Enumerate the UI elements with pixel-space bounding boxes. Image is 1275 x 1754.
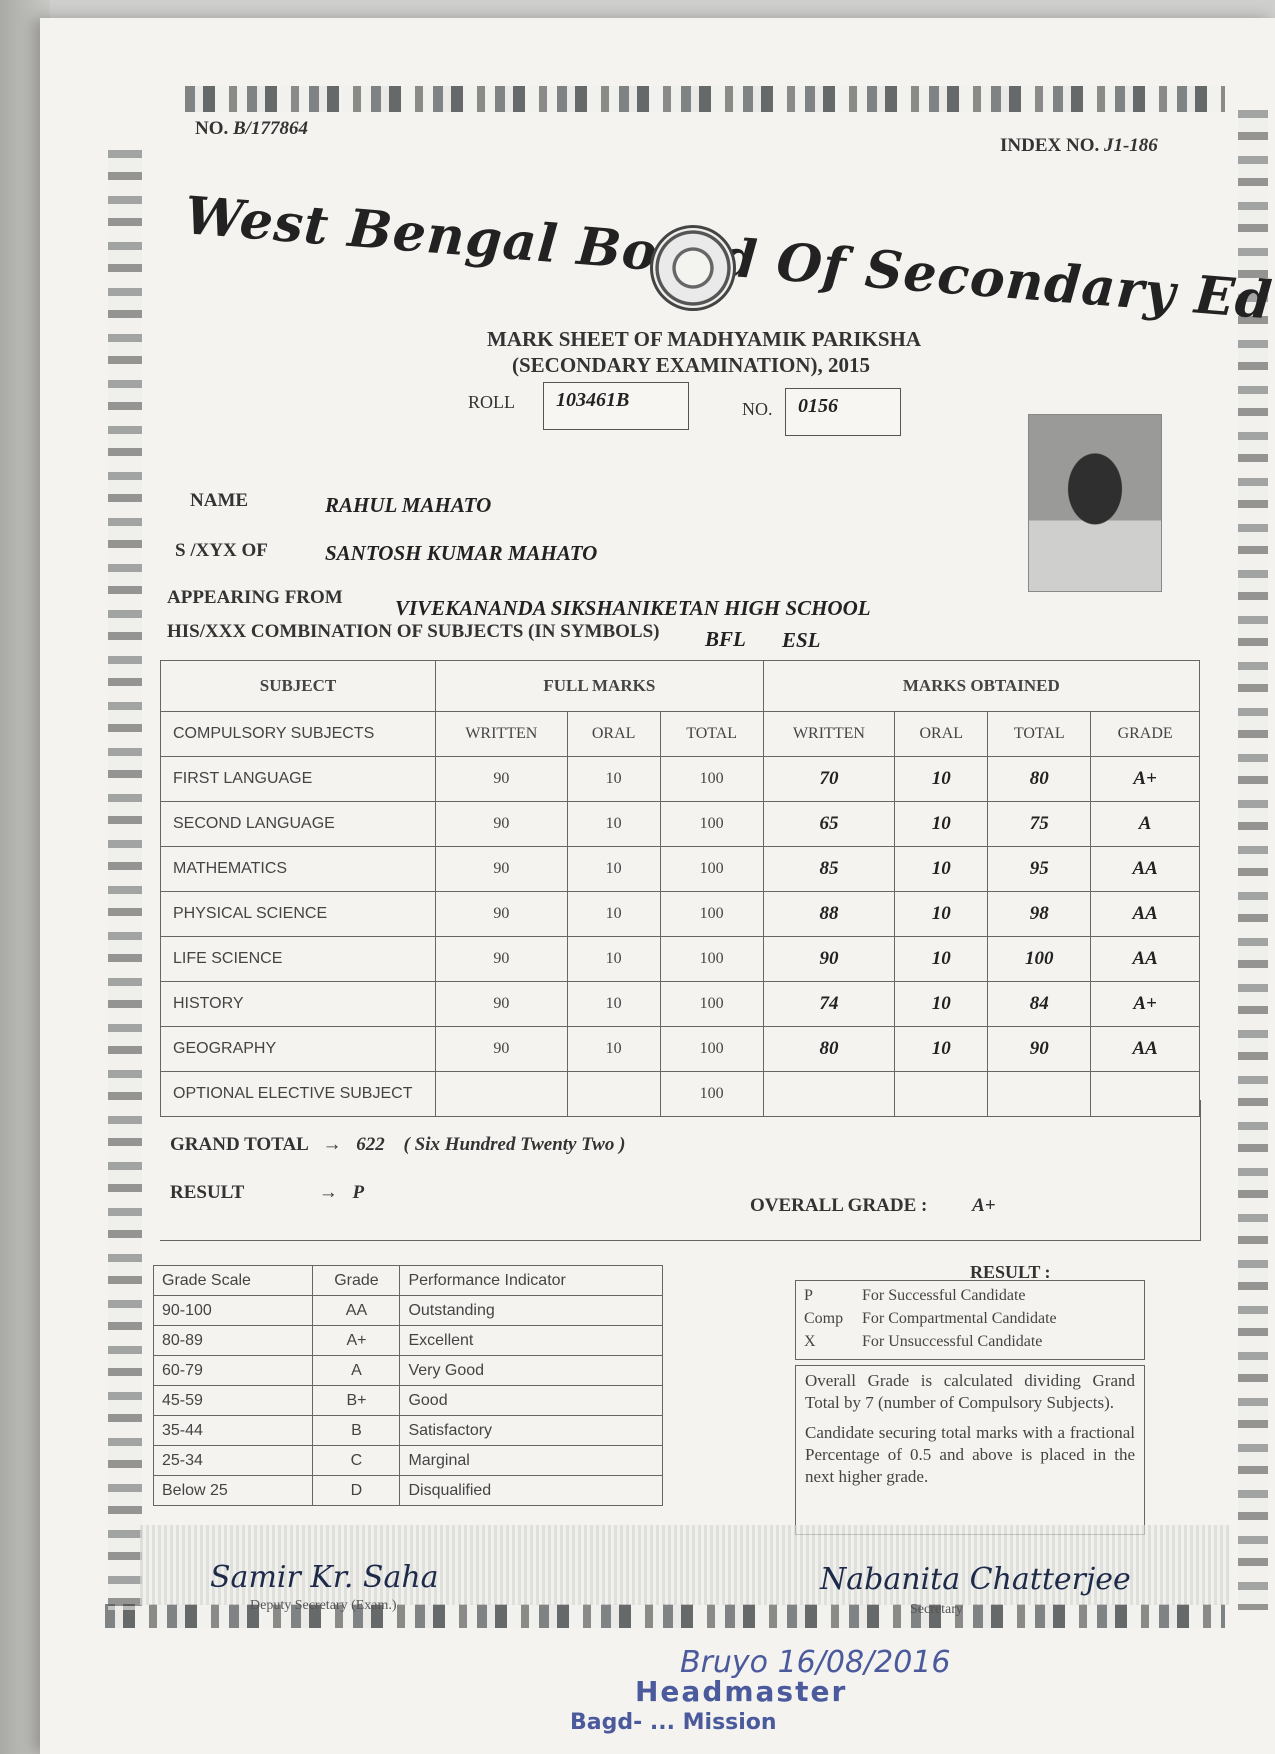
table-row [161,757,1200,802]
full-oral: 10 [567,757,660,802]
serial-label: NO. [195,118,229,139]
subject-name: GEOGRAPHY [161,1027,436,1072]
roll-value: 103461B [543,382,689,430]
candidate-photo [1028,414,1162,592]
obtained-total: 100 [988,937,1091,982]
table-row [161,892,1200,937]
header-grade-scale: Grade Scale [154,1266,313,1296]
full-oral: 10 [567,1027,660,1072]
scale-indicator: Excellent [400,1326,663,1356]
obtained-written: 80 [763,1027,895,1072]
decorative-border-top [185,86,1225,112]
board-seal-icon [650,225,736,311]
index-value: J1-186 [1103,135,1158,156]
table-row [154,1356,663,1386]
scale-range: 35-44 [154,1416,313,1446]
header-obt-written: WRITTEN [763,712,895,757]
secretary-title: Secretary [910,1602,963,1617]
obtained-grade: AA [1091,847,1200,892]
header-full-written: WRITTEN [436,712,568,757]
obtained-written: 65 [763,802,895,847]
full-written: 90 [436,802,568,847]
combination-value-2: ESL [782,628,821,652]
subject-name: HISTORY [161,982,436,1027]
list-item [804,1287,1026,1305]
scale-range: 90-100 [154,1296,313,1326]
grand-total [170,1134,625,1156]
result-legend-title: RESULT : [970,1262,1051,1282]
result [170,1182,364,1204]
subject-name: MATHEMATICS [161,847,436,892]
header-full-oral: ORAL [567,712,660,757]
roll-label: ROLL [468,392,515,412]
result-legend [795,1280,1145,1360]
result-meaning: For Compartmental Candidate [862,1310,1057,1327]
combination-value-1: BFL [705,627,746,651]
table-row [154,1416,663,1446]
full-written: 90 [436,847,568,892]
name-label: NAME [190,490,249,511]
result-code: Comp [804,1310,844,1327]
obtained-grade: A [1091,802,1200,847]
scale-indicator: Marginal [400,1446,663,1476]
full-oral: 10 [567,937,660,982]
scale-grade: A+ [313,1326,400,1356]
table-row [161,1027,1200,1072]
board-name: West Bengal Of Secondary [182,185,1179,324]
result-value: P [352,1182,365,1203]
school-label: APPEARING FROM [167,587,343,608]
table-row [154,1296,663,1326]
secretary-signature: Nabanita Chatterjee [820,1562,1131,1597]
scale-grade: A [313,1356,400,1386]
scale-range: 45-59 [154,1386,313,1416]
obtained-total: 95 [988,847,1091,892]
header-performance: Performance Indicator [400,1266,663,1296]
full-written: 90 [436,892,568,937]
scale-grade: B+ [313,1386,400,1416]
obtained-oral: 10 [895,892,988,937]
grade-notes [795,1365,1145,1535]
serial-number [195,118,308,140]
index-number [1000,135,1158,157]
decorative-border-left [108,150,142,1610]
obtained-total: 80 [988,757,1091,802]
subject-name: FIRST LANGUAGE [161,757,436,802]
scale-range: 80-89 [154,1326,313,1356]
obtained-oral: 10 [895,757,988,802]
full-oral: 10 [567,892,660,937]
obtained-oral: 10 [895,802,988,847]
header-compulsory: COMPULSORY SUBJECTS [161,712,436,757]
table-row [161,937,1200,982]
table-row [154,1386,663,1416]
overall-grade-label: OVERALL GRADE : [750,1195,928,1216]
full-written: 90 [436,757,568,802]
full-written: 90 [436,982,568,1027]
grand-total-words: ( Six Hundred Twenty Two ) [403,1134,626,1155]
obtained-written: 85 [763,847,895,892]
serial-value: B/177864 [233,118,308,139]
obtained-grade: AA [1091,1027,1200,1072]
list-item [804,1333,1042,1351]
full-written: 90 [436,1027,568,1072]
full-total: 100 [660,892,763,937]
obtained-grade: AA [1091,937,1200,982]
arrow-icon: → [322,1134,342,1155]
header-grade: GRADE [1091,712,1200,757]
result-meaning: For Successful Candidate [862,1287,1026,1304]
optional-full-total: 100 [660,1072,763,1117]
scale-indicator: Very Good [400,1356,663,1386]
result-code: X [804,1333,816,1350]
result-meaning: For Unsuccessful Candidate [862,1333,1043,1350]
headmaster-stamp: Headmaster [635,1675,848,1708]
full-total: 100 [660,1027,763,1072]
scale-grade: C [313,1446,400,1476]
full-oral: 10 [567,802,660,847]
scale-range: 25-34 [154,1446,313,1476]
mission-stamp: Bagd- ... Mission [570,1710,777,1735]
overall-grade-value: A+ [972,1195,996,1216]
obtained-total: 98 [988,892,1091,937]
full-total: 100 [660,847,763,892]
header-obt-total: TOTAL [988,712,1091,757]
header-grade: Grade [313,1266,400,1296]
deputy-secretary-signature: Samir Kr. Saha [210,1560,439,1595]
optional-subject-label: OPTIONAL ELECTIVE SUBJECT [161,1072,436,1117]
scale-indicator: Outstanding [400,1296,663,1326]
scale-indicator: Satisfactory [400,1416,663,1446]
school-value: VIVEKANANDA SIKSHANIKETAN HIGH SCHOOL [395,596,871,620]
obtained-total: 84 [988,982,1091,1027]
attestation-handwriting: Bruyo 16/08/2016 [680,1645,951,1680]
overall-grade [750,1195,996,1217]
full-oral: 10 [567,982,660,1027]
full-total: 100 [660,802,763,847]
obtained-grade: AA [1091,892,1200,937]
obtained-written: 70 [763,757,895,802]
marks-subheader-row [161,712,1200,757]
arrow-icon: → [318,1182,338,1203]
table-row [161,982,1200,1027]
obtained-oral: 10 [895,982,988,1027]
index-label: INDEX NO. [1000,135,1100,156]
table-row [154,1326,663,1356]
marksheet-title: MARK SHEET OF MADHYAMIK PARIKSHA [487,327,922,351]
obtained-written: 90 [763,937,895,982]
roll-no-label: NO. [742,399,773,419]
header-obt-oral: ORAL [895,712,988,757]
obtained-grade: A+ [1091,757,1200,802]
obtained-grade: A+ [1091,982,1200,1027]
parent-value: SANTOSH KUMAR MAHATO [325,541,598,565]
parent-label: S /XYX OF [175,540,268,561]
obtained-written: 88 [763,892,895,937]
result-code: P [804,1287,813,1304]
grand-total-value: 622 [356,1134,385,1155]
combination-label: HIS/XXX COMBINATION OF SUBJECTS (IN SYMBOLS) [167,621,660,642]
full-oral: 10 [567,847,660,892]
scale-range: Below 25 [154,1476,313,1506]
full-total: 100 [660,757,763,802]
roll-no-value: 0156 [785,388,901,436]
subject-name: LIFE SCIENCE [161,937,436,982]
marks-header-row [161,661,1200,712]
name-value: RAHUL MAHATO [325,493,492,517]
table-row [154,1446,663,1476]
subject-name: SECOND LANGUAGE [161,802,436,847]
scale-range: 60-79 [154,1356,313,1386]
header-full-total: TOTAL [660,712,763,757]
table-row [154,1476,663,1506]
grade-scale-header [154,1266,663,1296]
marks-table [160,660,1200,1117]
marksheet-subtitle: (SECONDARY EXAMINATION), 2015 [512,353,871,377]
grade-note-2: Candidate securing total marks with a fractional Percentage of 0.5 and above is placed in the next higher grade. [805,1423,1135,1486]
scale-indicator: Disqualified [400,1476,663,1506]
result-label: RESULT [170,1182,244,1203]
scale-grade: B [313,1416,400,1446]
grand-total-label: GRAND TOTAL [170,1134,308,1155]
full-written: 90 [436,937,568,982]
header-marks-obtained: MARKS OBTAINED [763,661,1199,712]
full-total: 100 [660,982,763,1027]
list-item [804,1310,1057,1328]
obtained-written: 74 [763,982,895,1027]
scale-grade: D [313,1476,400,1506]
totals-frame [160,1100,1201,1241]
scale-grade: AA [313,1296,400,1326]
obtained-total: 75 [988,802,1091,847]
full-total: 100 [660,937,763,982]
table-row [161,802,1200,847]
obtained-total: 90 [988,1027,1091,1072]
obtained-oral: 10 [895,847,988,892]
grade-note-1: Overall Grade is calculated dividing Grand Total by 7 (number of Compulsory Subjects). [805,1371,1135,1412]
header-subject: SUBJECT [161,661,436,712]
header-full-marks: FULL MARKS [436,661,764,712]
decorative-border-right [1238,110,1268,1610]
subject-name: PHYSICAL SCIENCE [161,892,436,937]
obtained-oral: 10 [895,1027,988,1072]
deputy-secretary-title: Deputy Secretary (Exam.) [250,1598,397,1613]
grade-scale-table [153,1265,663,1506]
scale-indicator: Good [400,1386,663,1416]
table-row [161,847,1200,892]
obtained-oral: 10 [895,937,988,982]
